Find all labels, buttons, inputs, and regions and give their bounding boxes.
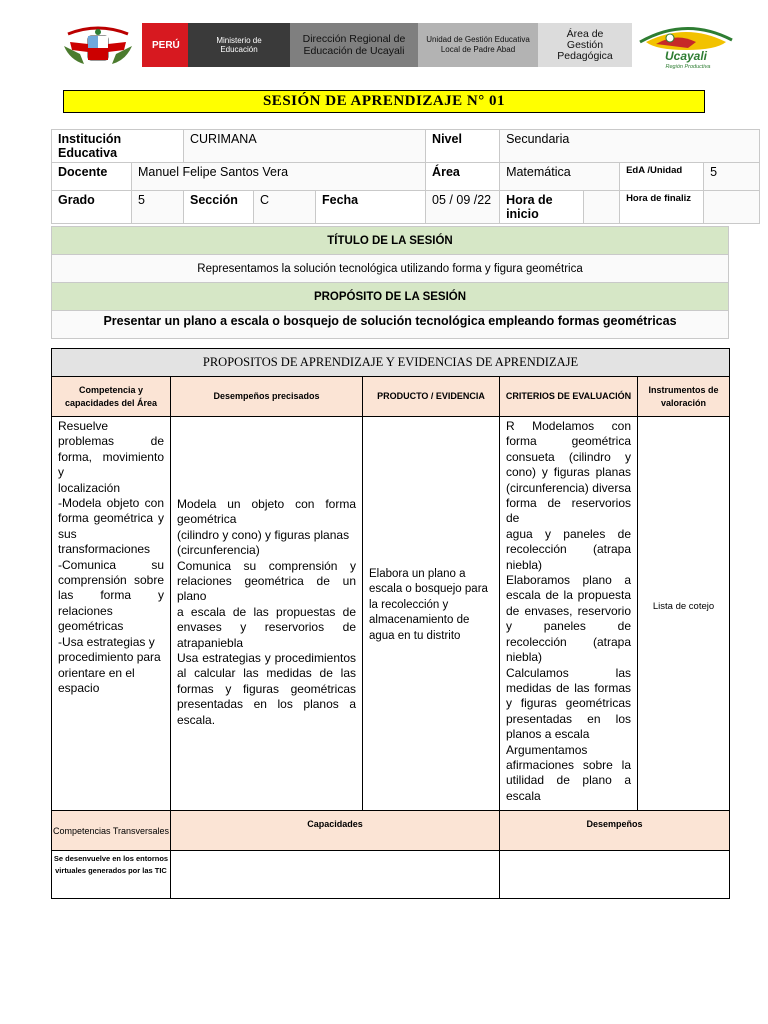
ministerio-badge: Ministerio de Educación <box>188 23 290 67</box>
area-value: Matemática <box>500 163 620 191</box>
criterio-line: R Modelamos con <box>506 419 631 433</box>
competencia-line: -Comunica su <box>58 557 164 572</box>
competencia-line: comprensión sobre <box>58 573 164 588</box>
header-criterios: CRITERIOS DE EVALUACIÓN <box>500 377 638 417</box>
criterio-line: recolección (atrapa <box>506 634 631 649</box>
competencia-line: Resuelve <box>58 419 109 433</box>
institucion-label: Institución Educativa <box>52 130 184 163</box>
criterio-line: Argumentamos <box>506 742 588 757</box>
table-caption: PROPOSITOS DE APRENDIZAJE Y EVIDENCIAS DE APRENDIZAJE <box>52 349 730 377</box>
criterio-line: niebla) <box>506 557 543 572</box>
criterio-line: recolección (atrapa <box>506 542 631 557</box>
docente-value: Manuel Felipe Santos Vera <box>132 163 426 191</box>
competencia-line: espacio <box>58 680 100 695</box>
criterio-line: escala de la propuesta <box>506 588 631 603</box>
header-banner <box>60 20 736 68</box>
desempeno-line: (circunferencia) <box>177 543 260 558</box>
header-competencia: Competencia y capacidades del Área <box>52 377 171 417</box>
producto-line: Elabora un plano a <box>369 568 466 580</box>
docente-label: Docente <box>52 163 132 191</box>
eda-label: EdA /Unidad <box>620 163 704 191</box>
competencia-line: forma, movimiento y <box>58 449 164 480</box>
peru-coat-of-arms-icon <box>60 20 136 68</box>
desempeno-line: Modela un objeto con forma <box>177 497 356 511</box>
tic-capacidades-cell <box>171 851 500 899</box>
desempenos-cell <box>171 417 363 811</box>
competencia-line: problemas de <box>58 434 164 449</box>
capacidades-label: Capacidades <box>171 811 500 851</box>
hora-inicio-value <box>584 191 620 224</box>
criterio-line: afirmaciones sobre la <box>506 757 631 772</box>
criterio-line: Calculamos las <box>506 665 631 680</box>
competencia-line: -Modela objeto con <box>58 496 164 511</box>
nivel-label: Nivel <box>426 130 500 163</box>
title-purpose-table <box>51 226 729 339</box>
competencia-line: -Usa estrategias y <box>58 634 155 649</box>
desempeno-line: presentadas en los planos a <box>177 697 356 712</box>
peru-badge: PERÚ <box>138 23 248 67</box>
criterio-line: agua y paneles de <box>506 526 631 541</box>
header-producto: PRODUCTO / EVIDENCIA <box>363 377 500 417</box>
desempeno-line: formas y figuras geométricas <box>177 681 356 696</box>
fecha-value: 05 / 09 /22 <box>426 191 500 224</box>
hora-finaliz-label: Hora de finaliz <box>620 191 704 224</box>
desempeno-line: Usa estrategias y procedimientos <box>177 651 356 666</box>
desempeno-line: escala. <box>177 712 216 727</box>
grado-label: Grado <box>52 191 132 224</box>
proposito-text: Presentar un plano a escala o bosquejo de solución tecnológica empleando formas geométricas <box>52 311 729 339</box>
producto-line: escala o bosquejo para <box>369 583 488 596</box>
competencia-line: sus <box>58 526 77 541</box>
criterio-line: consueta (cilindro y <box>506 449 631 464</box>
proposito-heading: PROPÓSITO DE LA SESIÓN <box>52 283 729 311</box>
criterio-line: y figuras geométricas <box>506 696 631 711</box>
desempeno-line: atrapaniebla <box>177 635 244 650</box>
competencia-line: forma geométrica y <box>58 511 164 526</box>
desempeno-line: al calcular las medidas de las <box>177 666 356 681</box>
hora-finaliz-value <box>704 191 760 224</box>
criterio-line: presentadas en los <box>506 711 631 726</box>
transversales-label: Competencias Transversales <box>52 811 171 851</box>
criterio-line: de envases, reservorio <box>506 603 631 618</box>
titulo-heading: TÍTULO DE LA SESIÓN <box>52 227 729 255</box>
criterio-line: forma geométrica <box>506 434 631 449</box>
fecha-label: Fecha <box>316 191 426 224</box>
tic-competencia: Se desenvuelve en los entornos virtuales generados por las TIC <box>52 851 171 899</box>
header-desempenos: Desempeños precisados <box>171 377 363 417</box>
criterios-cell <box>500 417 638 811</box>
competencia-cell <box>52 417 171 811</box>
criterio-line: cono) y figuras planas <box>506 465 631 480</box>
desempeno-line: geométrica <box>177 512 237 527</box>
area-label: Área <box>426 163 500 191</box>
criterio-line: medidas de las formas <box>506 680 631 695</box>
desempenos-label: Desempeños <box>500 811 730 851</box>
competencia-line: procedimiento para <box>58 650 161 665</box>
grado-value: 5 <box>132 191 184 224</box>
titulo-text: Representamos la solución tecnológica utilizando forma y figura geométrica <box>52 255 729 283</box>
criterio-line: (circunferencia) diversa <box>506 480 631 495</box>
ucayali-logo-icon <box>636 20 736 70</box>
seccion-label: Sección <box>184 191 254 224</box>
tic-desempenos-cell <box>500 851 730 899</box>
desempeno-line: (cilindro y cono) y figuras planas <box>177 527 350 542</box>
instrumento-cell: Lista de cotejo <box>638 417 730 811</box>
desempeno-line: Comunica su comprensión y <box>177 558 356 573</box>
producto-line: agua en tu distrito <box>369 629 461 642</box>
header-instrumentos: Instrumentos de valoración <box>638 377 730 417</box>
svg-text:Región Productiva: Región Productiva <box>665 64 711 70</box>
competencia-line: transformaciones <box>58 542 151 557</box>
producto-cell <box>363 417 500 811</box>
criterio-line: utilidad de plano a <box>506 773 631 788</box>
criterio-line: escala <box>506 788 541 803</box>
producto-line: la recolección y <box>369 598 449 611</box>
svg-text:Ucayali: Ucayali <box>664 49 708 63</box>
competencia-line: relaciones <box>58 603 113 618</box>
ugel-badge: Unidad de Gestión Educativa Local de Padre Abad <box>418 23 538 67</box>
producto-line: almacenamiento de <box>369 614 470 627</box>
competencia-line: localización <box>58 480 121 495</box>
criterio-line: niebla) <box>506 650 543 665</box>
eda-value: 5 <box>704 163 760 191</box>
session-title: SESIÓN DE APRENDIZAJE N° 01 <box>63 90 705 113</box>
area-gestion-badge: Área de Gestión Pedagógica <box>538 23 632 67</box>
criterio-line: planos a escala <box>506 727 590 742</box>
desempeno-line: envases y reservorios de <box>177 620 356 635</box>
desempeno-line: relaciones geométrica de un plano <box>177 574 356 604</box>
criterio-line: forma de reservorios de <box>506 496 631 526</box>
nivel-value: Secundaria <box>500 130 760 163</box>
criterio-line: Elaboramos plano a <box>506 573 631 588</box>
hora-inicio-label: Hora de inicio <box>500 191 584 224</box>
competencia-line: las forma y <box>58 588 164 603</box>
institucion-value: CURIMANA <box>184 130 426 163</box>
desempeno-line: a escala de las propuestas de <box>177 604 356 619</box>
learning-purposes-table <box>51 348 730 899</box>
competencia-line: geométricas <box>58 619 124 634</box>
seccion-value: C <box>254 191 316 224</box>
dre-ucayali-badge: Dirección Regional de Educación de Ucayali <box>290 23 418 67</box>
criterio-line: y paneles de <box>506 619 631 634</box>
competencia-line: orientare en el <box>58 665 135 680</box>
session-info-table <box>51 129 760 224</box>
